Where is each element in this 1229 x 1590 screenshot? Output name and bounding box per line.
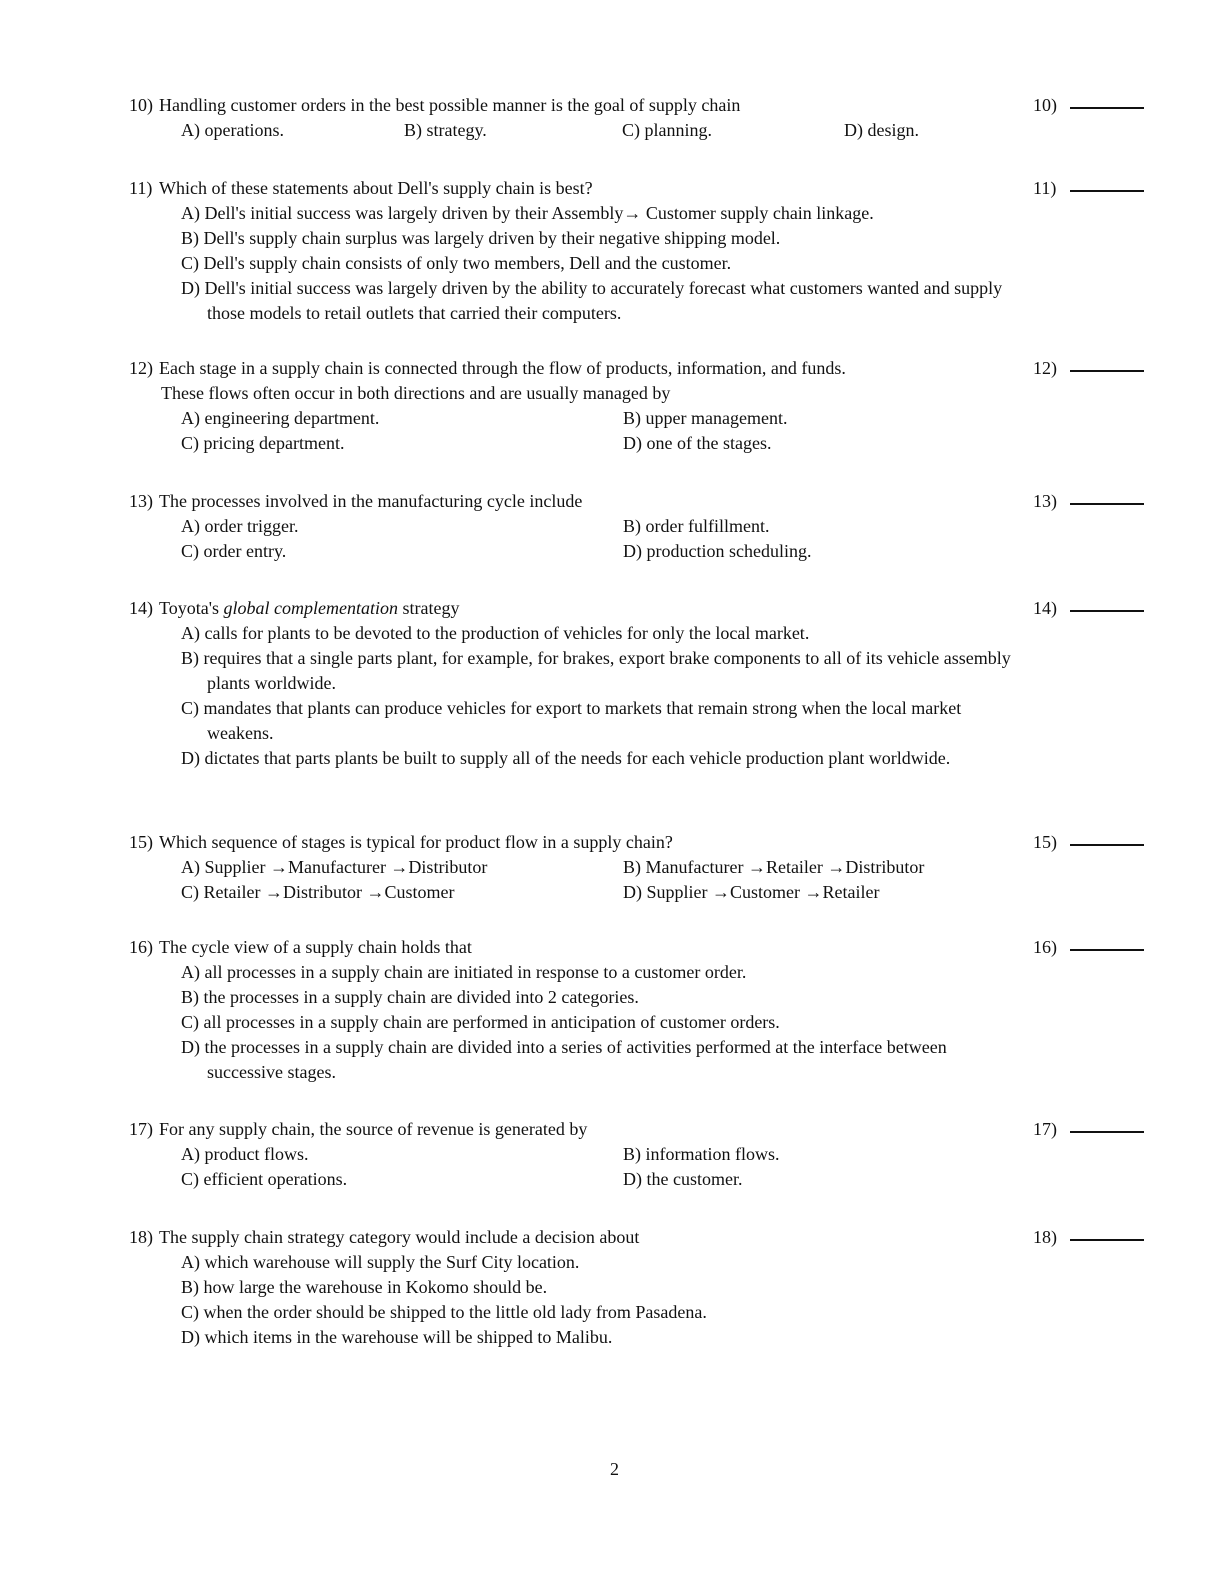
answer-blank[interactable]: 10) (1033, 93, 1149, 118)
option-d: D) one of the stages. (623, 433, 772, 453)
answer-options (181, 621, 1149, 771)
question-stem: 10) Handling customer orders in the best possible manner is the goal of supply chain (129, 95, 741, 115)
answer-line[interactable] (1070, 596, 1144, 612)
question-stem: 13) The processes involved in the manufacturing cycle include (129, 491, 583, 511)
question-stem: 12) Each stage in a supply chain is connected through the flow of products, information, and funds. (129, 358, 846, 378)
question-11 (129, 176, 1149, 326)
answer-blank[interactable]: 16) (1033, 935, 1149, 960)
option-b: B) Dell's supply chain surplus was largely driven by their negative shipping model. (181, 228, 781, 248)
answer-line[interactable] (1070, 93, 1144, 109)
option-c: C) Dell's supply chain consists of only two members, Dell and the customer. (181, 253, 732, 273)
question-stem: 14) Toyota's global complementation strategy (129, 598, 460, 618)
answer-line[interactable] (1070, 489, 1144, 505)
answer-options (181, 406, 1149, 456)
option-a: A) engineering department. (181, 408, 380, 428)
option-d: D) Supplier →Customer →Retailer (623, 882, 880, 902)
option-a: A) product flows. (181, 1144, 309, 1164)
option-d: D) Dell's initial success was largely driven by the ability to accurately forecast what customers wanted and supply those models to retail outlets that carried their computers. (181, 278, 1003, 323)
option-c: C) all processes in a supply chain are performed in anticipation of customer orders. (181, 1012, 780, 1032)
answer-blank[interactable]: 13) (1033, 489, 1149, 514)
option-a: A) Dell's initial success was largely driven by their Assembly→ Customer supply chain linkage. (181, 203, 874, 223)
question-16 (129, 935, 1149, 1085)
answer-line[interactable] (1070, 176, 1144, 192)
option-b: B) information flows. (623, 1144, 780, 1164)
option-c: C) pricing department. (181, 433, 345, 453)
question-15 (129, 830, 1149, 905)
option-d: D) dictates that parts plants be built to supply all of the needs for each vehicle production plant worldwide. (181, 748, 951, 768)
option-a: A) which warehouse will supply the Surf City location. (181, 1252, 580, 1272)
question-12 (129, 356, 1149, 456)
option-c: C) mandates that plants can produce vehicles for export to markets that remain strong when the local market weakens. (181, 698, 962, 743)
answer-options (181, 201, 1149, 326)
option-a: A) order trigger. (181, 516, 299, 536)
option-b: B) how large the warehouse in Kokomo should be. (181, 1277, 548, 1297)
question-14 (129, 596, 1149, 771)
question-stem-continued: These flows often occur in both directions and are usually managed by (161, 383, 671, 403)
option-a: A) calls for plants to be devoted to the production of vehicles for only the local market. (181, 623, 810, 643)
option-c: C) order entry. (181, 541, 287, 561)
answer-blank[interactable]: 18) (1033, 1225, 1149, 1250)
option-d: D) production scheduling. (623, 541, 812, 561)
option-c: C) when the order should be shipped to the little old lady from Pasadena. (181, 1302, 707, 1322)
option-c: C) efficient operations. (181, 1169, 348, 1189)
question-13 (129, 489, 1149, 564)
option-a: A) operations. (181, 120, 284, 140)
answer-line[interactable] (1070, 935, 1144, 951)
answer-options (181, 1142, 1149, 1192)
answer-blank[interactable]: 11) (1033, 176, 1149, 201)
question-stem: 16) The cycle view of a supply chain holds that (129, 937, 472, 957)
question-10 (129, 93, 1149, 143)
question-stem: 18) The supply chain strategy category would include a decision about (129, 1227, 640, 1247)
answer-options (181, 118, 1149, 143)
option-b: B) requires that a single parts plant, for example, for brakes, export brake components to all of its vehicle assembly plants worldwide. (181, 648, 1011, 693)
option-d: D) which items in the warehouse will be shipped to Malibu. (181, 1327, 613, 1347)
answer-blank[interactable]: 12) (1033, 356, 1149, 381)
option-c: C) Retailer →Distributor →Customer (181, 882, 455, 902)
option-a: A) all processes in a supply chain are initiated in response to a customer order. (181, 962, 747, 982)
answer-blank[interactable]: 15) (1033, 830, 1149, 855)
answer-blank[interactable]: 17) (1033, 1117, 1149, 1142)
answer-blank[interactable]: 14) (1033, 596, 1149, 621)
question-stem: 17) For any supply chain, the source of revenue is generated by (129, 1119, 588, 1139)
option-b: B) order fulfillment. (623, 516, 770, 536)
question-17 (129, 1117, 1149, 1192)
option-b: B) Manufacturer →Retailer →Distributor (623, 857, 925, 877)
answer-options (181, 960, 1149, 1085)
page-number: 2 (610, 1459, 619, 1479)
answer-line[interactable] (1070, 830, 1144, 846)
question-18 (129, 1225, 1149, 1350)
answer-line[interactable] (1070, 356, 1144, 372)
question-stem: 15) Which sequence of stages is typical for product flow in a supply chain? (129, 832, 673, 852)
option-c: C) planning. (622, 120, 712, 140)
option-b: B) upper management. (623, 408, 788, 428)
option-b: B) strategy. (404, 120, 487, 140)
answer-options (181, 855, 1149, 905)
question-stem: 11) Which of these statements about Dell's supply chain is best? (129, 178, 593, 198)
answer-line[interactable] (1070, 1117, 1144, 1133)
answer-options (181, 514, 1149, 564)
option-d: D) design. (844, 120, 919, 140)
option-d: D) the processes in a supply chain are divided into a series of activities performed at the interface between successive stages. (181, 1037, 947, 1082)
option-a: A) Supplier →Manufacturer →Distributor (181, 857, 488, 877)
answer-options (181, 1250, 1149, 1350)
answer-line[interactable] (1070, 1225, 1144, 1241)
option-d: D) the customer. (623, 1169, 743, 1189)
option-b: B) the processes in a supply chain are divided into 2 categories. (181, 987, 639, 1007)
